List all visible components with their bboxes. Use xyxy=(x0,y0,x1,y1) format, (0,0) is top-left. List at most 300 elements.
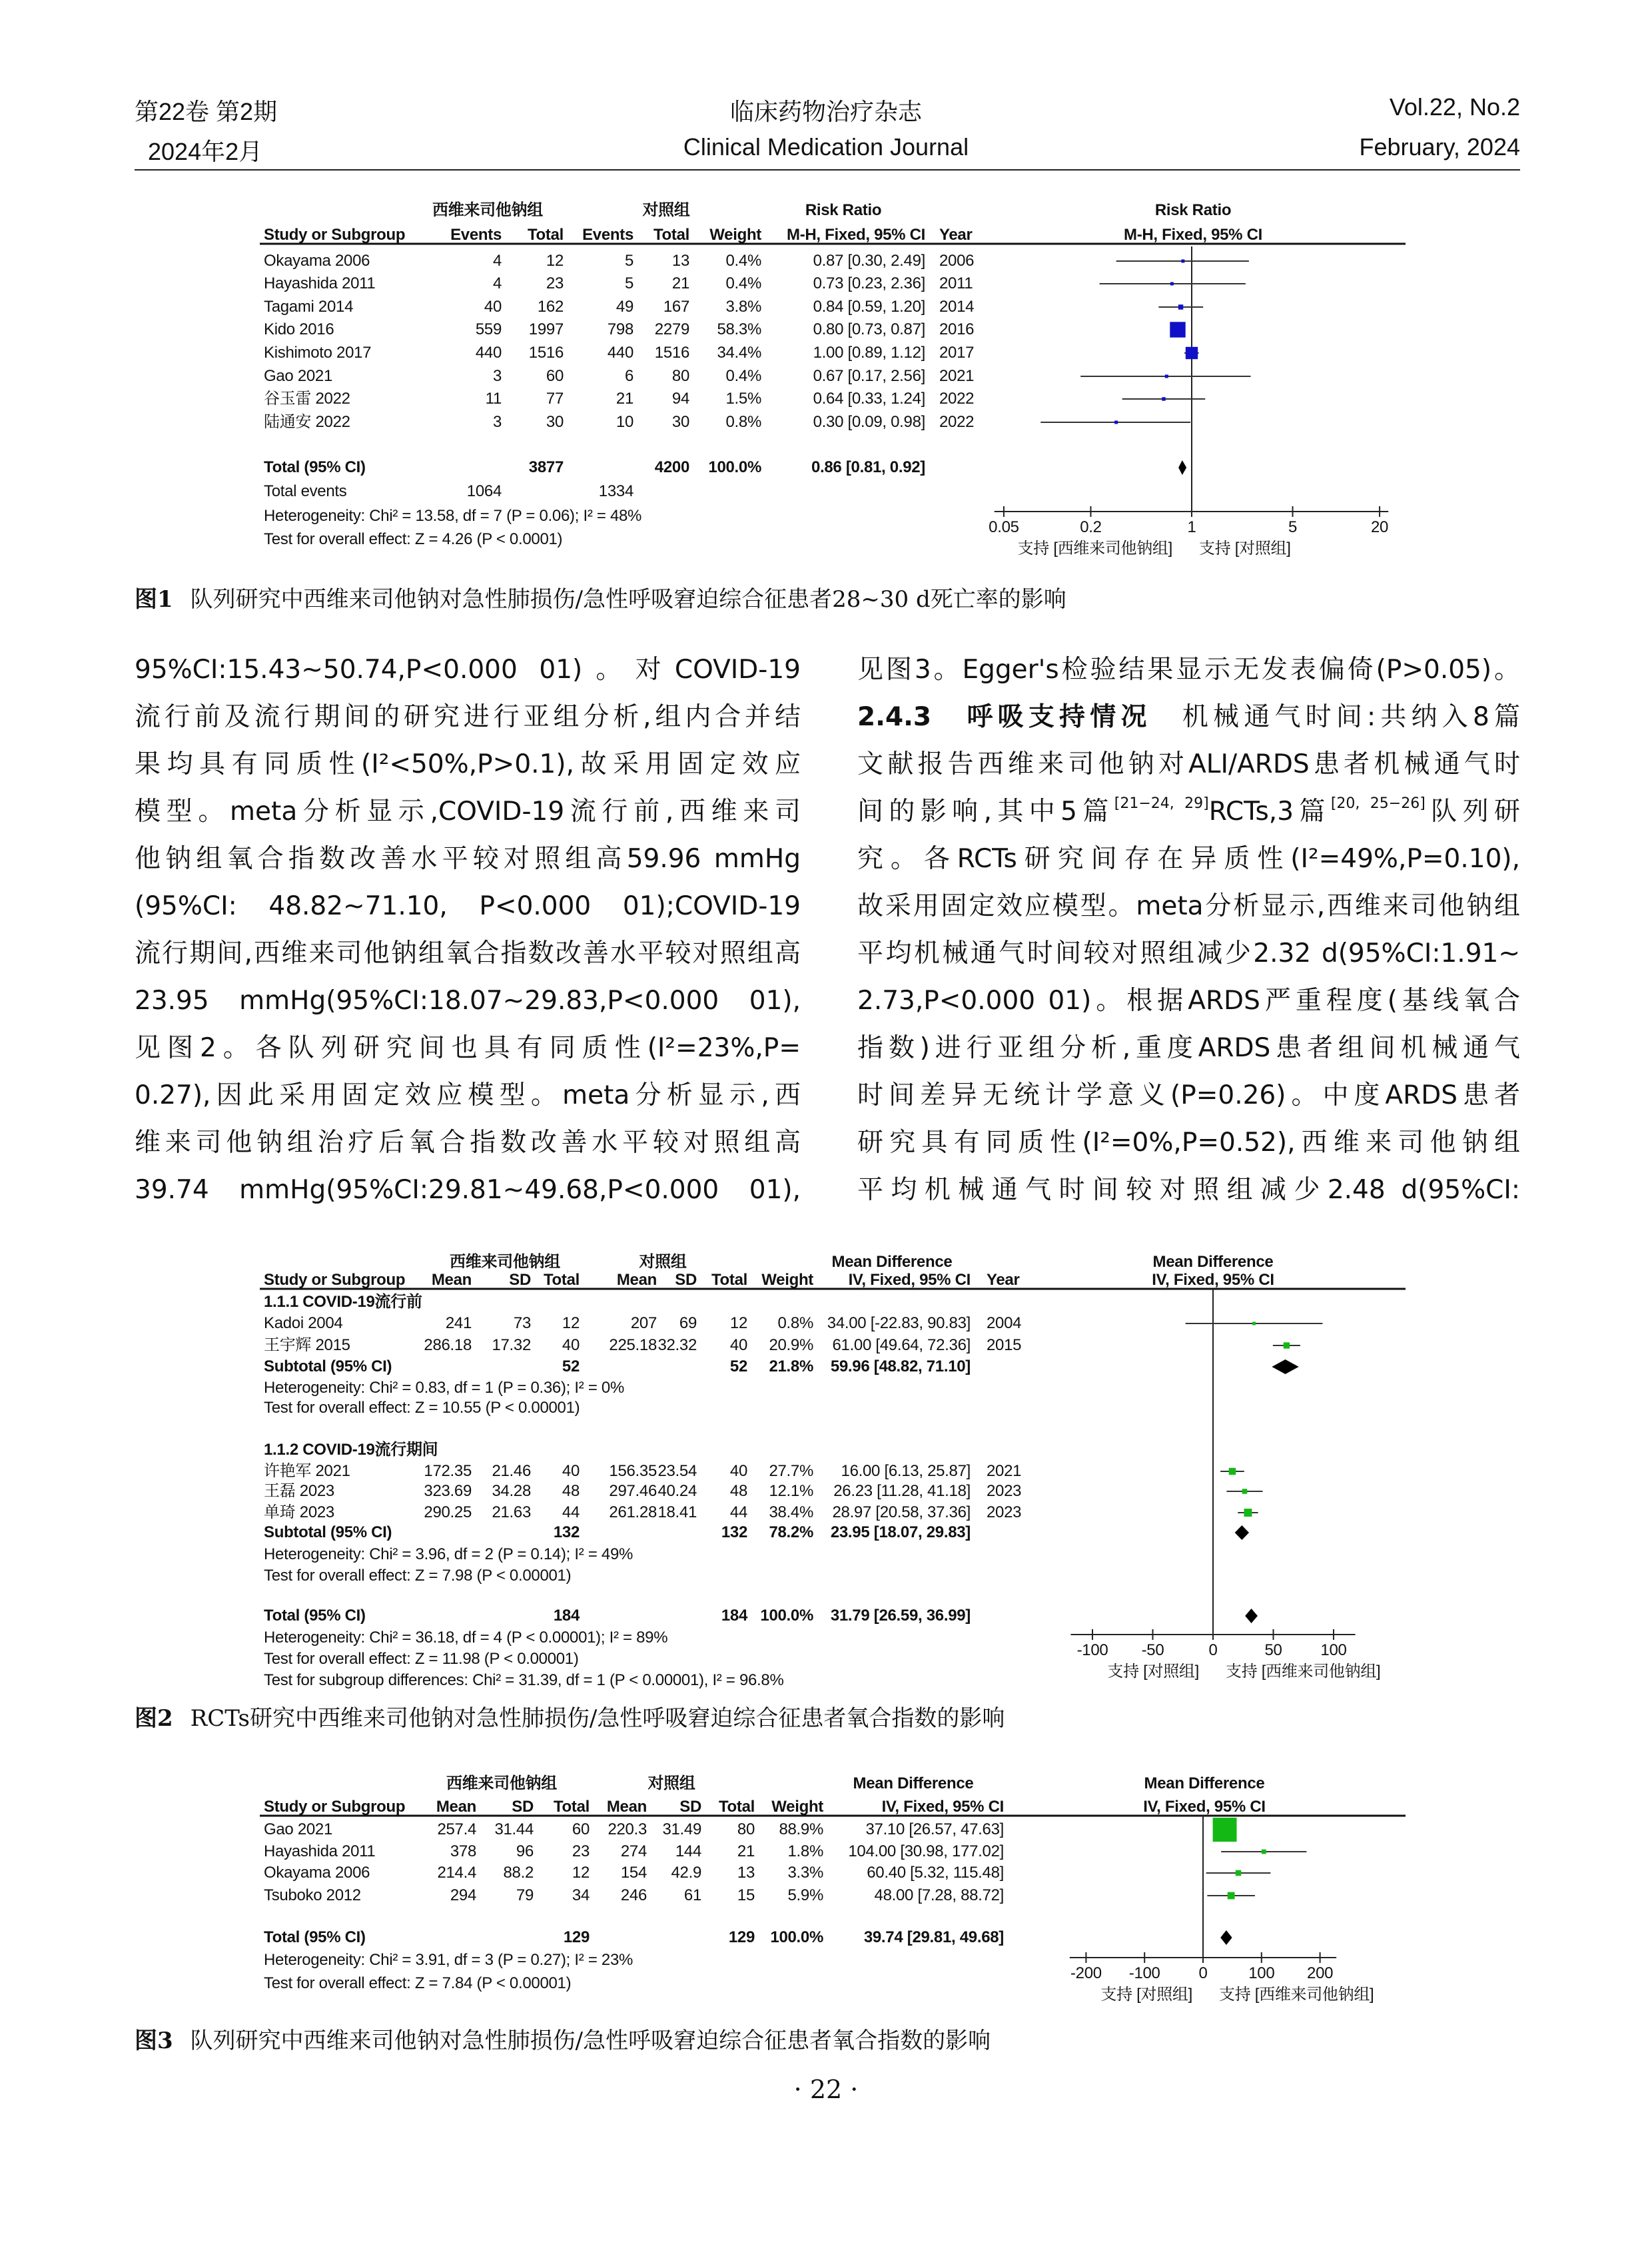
column-header: Total xyxy=(711,1271,747,1289)
statistics-note: Heterogeneity: Chi² = 13.58, df = 7 (P = 0.06); I² = 48% xyxy=(264,507,642,525)
journal-name-en: Clinical Medication Journal xyxy=(683,133,969,161)
table-cell: 11 xyxy=(485,390,502,408)
issue-date-en: February, 2024 xyxy=(1359,133,1520,161)
group-label: Mean Difference xyxy=(831,1253,953,1271)
paragraph-line: 时间差异无统计学意义(P=0.26)。中度ARDS患者 xyxy=(857,1080,1520,1110)
column-header: Total xyxy=(553,1798,590,1816)
table-cell: 167 xyxy=(663,298,689,316)
paragraph-line: 文献报告西维来司他钠对ALI/ARDS患者机械通气时 xyxy=(857,749,1520,779)
statistics-note: Test for subgroup differences: Chi² = 31.39, df = 1 (P < 0.00001), I² = 96.8% xyxy=(264,1671,784,1689)
table-cell: 2004 xyxy=(987,1314,1022,1332)
table-cell: 290.25 xyxy=(424,1503,472,1521)
issue-date-cn: 2024年2月 xyxy=(148,138,263,165)
column-header: Year xyxy=(987,1271,1020,1289)
citation-ref[interactable]: [21−24, 29] xyxy=(1114,795,1209,812)
table-cell: 132 xyxy=(721,1523,747,1541)
study-name: 谷玉雷 2022 xyxy=(264,390,350,408)
paragraph-line: 见图2。各队列研究间也具有同质性(I²=23%,P= xyxy=(135,1033,801,1063)
table-cell: 21.63 xyxy=(492,1503,531,1521)
table-cell: 104.00 [30.98, 177.02] xyxy=(848,1842,1004,1860)
study-name: Total (95% CI) xyxy=(264,1928,366,1946)
table-cell: 220.3 xyxy=(608,1820,647,1838)
table-cell: 38.4% xyxy=(769,1503,813,1521)
table-cell: 79 xyxy=(516,1886,534,1904)
table-cell: 15 xyxy=(737,1886,755,1904)
table-cell: 88.2 xyxy=(503,1864,534,1882)
table-cell: 34 xyxy=(572,1886,590,1904)
column-header: Weight xyxy=(761,1271,813,1289)
table-cell: 1516 xyxy=(654,344,689,362)
plot-subtitle: M-H, Fixed, 95% CI xyxy=(1124,226,1262,244)
table-cell: 12.1% xyxy=(769,1482,813,1500)
table-cell: 21.8% xyxy=(769,1357,813,1375)
table-cell: 40 xyxy=(562,1462,580,1480)
table-cell: 0.67 [0.17, 2.56] xyxy=(813,367,925,385)
group-label: 对照组 xyxy=(639,1253,687,1271)
table-cell: 17.32 xyxy=(492,1336,531,1354)
column-header: Study or Subgroup xyxy=(264,1798,406,1816)
paragraph-line: 果均具有同质性(I²<50%,P>0.1),故采用固定效应 xyxy=(135,749,801,779)
table-cell: 4 xyxy=(492,274,502,292)
study-name: Subtotal (95% CI) xyxy=(264,1523,392,1541)
journal-name-cn: 临床药物治疗杂志 xyxy=(729,98,923,125)
x-axis-tick-label: -50 xyxy=(1141,1641,1164,1659)
table-cell: 18.41 xyxy=(657,1503,697,1521)
paragraph-line: 0.27),因此采用固定效应模型。meta分析显示,西 xyxy=(135,1080,801,1110)
table-cell: 73 xyxy=(513,1314,531,1332)
section-heading: 2.4.3 呼吸支持情况 xyxy=(857,702,1152,732)
table-cell: 214.4 xyxy=(437,1864,476,1882)
x-axis-tick-label: 200 xyxy=(1307,1964,1334,1982)
table-cell: 129 xyxy=(563,1928,590,1946)
table-cell: 129 xyxy=(728,1928,755,1946)
table-cell: 31.44 xyxy=(494,1820,534,1838)
column-header: Total xyxy=(543,1271,580,1289)
table-cell: 21.46 xyxy=(492,1462,531,1480)
axis-direction-label: 支持 [西维来司他钠组] xyxy=(1226,1663,1381,1681)
table-cell: 0.73 [0.23, 2.36] xyxy=(813,274,925,292)
journal-volume: 第22卷 第2期 xyxy=(135,98,278,125)
x-axis-tick-label: 0 xyxy=(1208,1641,1218,1659)
table-cell: 34.28 xyxy=(492,1482,531,1500)
axis-direction-label: 支持 [西维来司他钠组] xyxy=(1017,540,1172,558)
table-cell: 1516 xyxy=(528,344,564,362)
table-cell: 294 xyxy=(450,1886,476,1904)
table-cell: 0.4% xyxy=(725,274,761,292)
plot-title: Mean Difference xyxy=(1152,1253,1274,1271)
table-cell: 207 xyxy=(630,1314,657,1332)
table-cell: 246 xyxy=(620,1886,647,1904)
paragraph-line: (95%CI: 48.82~71.10, P<0.000 01);COVID-19 xyxy=(135,891,801,921)
table-cell: 31.49 xyxy=(662,1820,701,1838)
group-label: Mean Difference xyxy=(853,1774,974,1792)
table-cell: 3 xyxy=(492,413,502,431)
plot-title: Mean Difference xyxy=(1144,1774,1265,1792)
column-header: Mean xyxy=(436,1798,476,1816)
caption-text: RCTs研究中西维来司他钠对急性肺损伤/急性呼吸窘迫综合征患者氧合指数的影响 xyxy=(190,1705,1005,1732)
table-cell: 261.28 xyxy=(609,1503,657,1521)
table-cell: 100.0% xyxy=(770,1928,823,1946)
group-label: 对照组 xyxy=(642,201,690,219)
table-cell: 48 xyxy=(562,1482,580,1500)
study-name: Total (95% CI) xyxy=(264,458,366,476)
study-name: 王宇辉 2015 xyxy=(264,1336,350,1354)
study-name: 单琦 2023 xyxy=(264,1503,334,1521)
table-cell: 4200 xyxy=(654,458,689,476)
table-cell: 0.86 [0.81, 0.92] xyxy=(811,458,925,476)
paragraph-line: 模型。meta分析显示,COVID-19流行前,西维来司 xyxy=(135,797,801,827)
table-cell: 31.79 [26.59, 36.99] xyxy=(830,1607,971,1625)
table-cell: 2022 xyxy=(939,390,975,408)
x-axis-tick-label: -200 xyxy=(1070,1964,1102,1982)
column-header: M-H, Fixed, 95% CI xyxy=(787,226,925,244)
table-cell: 0.30 [0.09, 0.98] xyxy=(813,413,925,431)
table-cell: 100.0% xyxy=(708,458,761,476)
column-header: Weight xyxy=(709,226,761,244)
table-cell: 78.2% xyxy=(769,1523,813,1541)
table-cell: 23.54 xyxy=(657,1462,697,1480)
table-cell: 184 xyxy=(721,1607,747,1625)
subgroup-heading: 1.1.1 COVID-19流行前 xyxy=(264,1293,422,1311)
x-axis-tick-label: 50 xyxy=(1264,1641,1282,1659)
table-cell: 12 xyxy=(729,1314,747,1332)
paragraph-line: 究。各RCTs研究间存在异质性(I²=49%,P=0.10), xyxy=(857,844,1520,874)
table-cell: 1.8% xyxy=(787,1842,823,1860)
table-cell: 28.97 [20.58, 37.36] xyxy=(832,1503,971,1521)
table-cell: 274 xyxy=(620,1842,647,1860)
volume-en: Vol.22, No.2 xyxy=(1389,93,1520,121)
table-cell: 59.96 [48.82, 71.10] xyxy=(830,1357,971,1375)
study-effect-square xyxy=(1262,1850,1266,1854)
table-cell: 378 xyxy=(450,1842,476,1860)
table-cell: 2023 xyxy=(987,1482,1022,1500)
table-cell: 0.4% xyxy=(725,252,761,270)
paragraph-text: 队列研 xyxy=(1425,797,1520,827)
column-header: IV, Fixed, 95% CI xyxy=(881,1798,1004,1816)
paragraph-text: 机械通气时间:共纳入8篇 xyxy=(1151,702,1520,732)
table-cell: 60 xyxy=(546,367,564,385)
table-cell: 26.23 [11.28, 41.18] xyxy=(833,1482,971,1500)
group-label: 对照组 xyxy=(647,1774,695,1792)
x-axis-tick-label: -100 xyxy=(1076,1641,1108,1659)
table-cell: 257.4 xyxy=(437,1820,476,1838)
column-header: Events xyxy=(582,226,633,244)
table-cell: 0.8% xyxy=(777,1314,813,1332)
table-cell: 40.24 xyxy=(657,1482,697,1500)
paragraph-line: 研究具有同质性(I²=0%,P=0.52),西维来司他钠组 xyxy=(857,1128,1520,1158)
table-cell: 0.64 [0.33, 1.24] xyxy=(813,390,925,408)
pooled-effect-diamond xyxy=(1220,1930,1232,1945)
column-header: Total xyxy=(718,1798,755,1816)
column-header: Mean xyxy=(431,1271,472,1289)
table-cell: 440 xyxy=(475,344,502,362)
table-cell: 61 xyxy=(683,1886,701,1904)
table-cell: 96 xyxy=(516,1842,534,1860)
table-cell: 21 xyxy=(737,1842,755,1860)
citation-ref[interactable]: [20, 25−26] xyxy=(1330,795,1426,812)
table-cell: 2021 xyxy=(987,1462,1022,1480)
table-cell: 2279 xyxy=(654,320,689,338)
paragraph-line: 流行期间,西维来司他钠组氧合指数改善水平较对照组高 xyxy=(135,938,801,968)
table-cell: 39.74 [29.81, 49.68] xyxy=(863,1928,1004,1946)
table-cell: 77 xyxy=(546,390,564,408)
paragraph-line: 见图3。Egger's检验结果显示无发表偏倚(P>0.05)。 xyxy=(857,655,1520,685)
table-cell: 2014 xyxy=(939,298,975,316)
plot-subtitle: IV, Fixed, 95% CI xyxy=(1143,1798,1266,1816)
table-cell: 44 xyxy=(729,1503,747,1521)
table-cell: 16.00 [6.13, 25.87] xyxy=(841,1462,971,1480)
table-cell: 94 xyxy=(671,390,689,408)
axis-direction-label: 支持 [对照组] xyxy=(1107,1663,1199,1681)
table-cell: 1.5% xyxy=(725,390,761,408)
caption-text: 队列研究中西维来司他钠对急性肺损伤/急性呼吸窘迫综合征患者氧合指数的影响 xyxy=(190,2028,991,2054)
paragraph-line: 故采用固定效应模型。meta分析显示,西维来司他钠组 xyxy=(857,891,1520,921)
statistics-note: Heterogeneity: Chi² = 3.96, df = 2 (P = 0.14); I² = 49% xyxy=(264,1545,633,1563)
paragraph-line: 他钠组氧合指数改善水平较对照组高59.96 mmHg xyxy=(135,844,801,874)
table-cell: 2016 xyxy=(939,320,975,338)
study-name: Kadoi 2004 xyxy=(264,1314,343,1332)
study-name: Total (95% CI) xyxy=(264,1607,366,1625)
table-cell: 1334 xyxy=(598,482,633,500)
table-cell: 2015 xyxy=(987,1336,1022,1354)
table-cell: 2017 xyxy=(939,344,975,362)
table-cell: 40 xyxy=(562,1336,580,1354)
study-name: Gao 2021 xyxy=(264,367,333,385)
table-cell: 162 xyxy=(537,298,564,316)
column-header: SD xyxy=(679,1798,701,1816)
paragraph-line: 2.73,P<0.000 01)。根据ARDS严重程度(基线氧合 xyxy=(857,986,1520,1016)
column-header: Study or Subgroup xyxy=(264,226,406,244)
table-cell: 3.3% xyxy=(787,1864,823,1882)
group-label: Risk Ratio xyxy=(805,201,882,219)
table-cell: 2021 xyxy=(939,367,975,385)
table-cell: 12 xyxy=(572,1864,590,1882)
table-cell: 323.69 xyxy=(424,1482,472,1500)
x-axis-tick-label: 0.05 xyxy=(989,518,1019,536)
table-cell: 52 xyxy=(562,1357,580,1375)
table-cell: 40 xyxy=(729,1336,747,1354)
statistics-note: Test for overall effect: Z = 10.55 (P < 0.00001) xyxy=(264,1399,580,1417)
caption-label: 图3 xyxy=(135,2028,173,2054)
study-effect-square xyxy=(1228,1892,1235,1900)
column-header: Study or Subgroup xyxy=(264,1271,406,1289)
caption-label: 图2 xyxy=(135,1705,173,1732)
study-name: Okayama 2006 xyxy=(264,1864,370,1882)
statistics-note: Test for overall effect: Z = 4.26 (P < 0.0001) xyxy=(264,530,563,548)
paragraph-line: 95%CI:15.43~50.74,P<0.000 01)。对COVID-19 xyxy=(135,655,801,685)
table-cell: 44 xyxy=(562,1503,580,1521)
study-name: Total events xyxy=(264,482,347,500)
table-cell: 2011 xyxy=(939,274,973,292)
table-cell: 144 xyxy=(675,1842,701,1860)
table-cell: 60.40 [5.32, 115.48] xyxy=(867,1864,1004,1882)
x-axis-tick-label: -100 xyxy=(1128,1964,1160,1982)
study-effect-square xyxy=(1236,1870,1242,1876)
group-label: 西维来司他钠组 xyxy=(450,1253,560,1271)
subgroup-heading: 1.1.2 COVID-19流行期间 xyxy=(264,1441,438,1459)
table-cell: 34.4% xyxy=(717,344,761,362)
axis-direction-label: 支持 [对照组] xyxy=(1100,1986,1192,2004)
table-cell: 3877 xyxy=(528,458,564,476)
paragraph-line: 指数)进行亚组分析,重度ARDS患者组间机械通气 xyxy=(857,1033,1520,1063)
study-name: Subtotal (95% CI) xyxy=(264,1357,392,1375)
table-cell: 48.00 [7.28, 88.72] xyxy=(874,1886,1004,1904)
table-cell: 48 xyxy=(729,1482,747,1500)
table-cell: 23 xyxy=(572,1842,590,1860)
column-header: Mean xyxy=(616,1271,657,1289)
caption-label: 图1 xyxy=(135,586,173,613)
table-cell: 42.9 xyxy=(671,1864,701,1882)
table-cell: 23 xyxy=(546,274,564,292)
table-cell: 154 xyxy=(620,1864,647,1882)
table-cell: 27.7% xyxy=(769,1462,813,1480)
table-cell: 0.4% xyxy=(725,367,761,385)
table-cell: 132 xyxy=(553,1523,580,1541)
table-cell: 80 xyxy=(671,367,689,385)
paragraph-line: 平均机械通气时间较对照组减少2.32 d(95%CI:1.91~ xyxy=(857,938,1520,968)
page-number: · 22 · xyxy=(793,2075,859,2104)
study-name: Okayama 2006 xyxy=(264,252,370,270)
table-cell: 1.00 [0.89, 1.12] xyxy=(813,344,925,362)
x-axis-tick-label: 1 xyxy=(1187,518,1196,536)
column-header: IV, Fixed, 95% CI xyxy=(848,1271,971,1289)
column-header: Mean xyxy=(606,1798,647,1816)
table-cell: 88.9% xyxy=(779,1820,823,1838)
column-header: Total xyxy=(527,226,564,244)
table-cell: 2006 xyxy=(939,252,975,270)
table-cell: 0.87 [0.30, 2.49] xyxy=(813,252,925,270)
column-header: Total xyxy=(653,226,689,244)
x-axis-tick-label: 5 xyxy=(1288,518,1298,536)
statistics-note: Heterogeneity: Chi² = 0.83, df = 1 (P = 0.36); I² = 0% xyxy=(264,1379,625,1397)
table-cell: 559 xyxy=(475,320,502,338)
table-cell: 1997 xyxy=(528,320,564,338)
study-name: Kido 2016 xyxy=(264,320,334,338)
table-cell: 34.00 [-22.83, 90.83] xyxy=(827,1314,971,1332)
plot-title: Risk Ratio xyxy=(1154,201,1232,219)
axis-direction-label: 支持 [西维来司他钠组] xyxy=(1219,1986,1374,2004)
table-cell: 184 xyxy=(553,1607,580,1625)
table-cell: 32.32 xyxy=(657,1336,697,1354)
table-cell: 3 xyxy=(492,367,502,385)
table-cell: 61.00 [49.64, 72.36] xyxy=(832,1336,971,1354)
paragraph-line: 维来司他钠组治疗后氧合指数改善水平较对照组高 xyxy=(135,1128,801,1158)
statistics-note: Test for overall effect: Z = 7.98 (P < 0.00001) xyxy=(264,1567,572,1585)
x-axis-tick-label: 0.2 xyxy=(1080,518,1102,536)
table-cell: 52 xyxy=(729,1357,747,1375)
study-name: 许艳军 2021 xyxy=(264,1462,350,1480)
column-header: SD xyxy=(675,1271,697,1289)
table-cell: 6 xyxy=(624,367,633,385)
paragraph-line: 流行前及流行期间的研究进行亚组分析,组内合并结 xyxy=(135,702,801,732)
table-cell: 0.84 [0.59, 1.20] xyxy=(813,298,925,316)
study-effect-square xyxy=(1213,1818,1237,1842)
paragraph-line: 23.95 mmHg(95%CI:18.07~29.83,P<0.000 01), xyxy=(135,986,801,1016)
table-cell: 60 xyxy=(572,1820,590,1838)
table-cell: 5.9% xyxy=(787,1886,823,1904)
paragraph-text: 间的影响,其中5篇 xyxy=(857,797,1114,827)
study-name: 王磊 2023 xyxy=(264,1482,334,1500)
study-name: Tsuboko 2012 xyxy=(264,1886,361,1904)
study-name: 陆通安 2022 xyxy=(264,413,350,431)
table-cell: 5 xyxy=(624,252,633,270)
statistics-note: Test for overall effect: Z = 11.98 (P < 0.00001) xyxy=(264,1650,579,1668)
table-cell: 20.9% xyxy=(769,1336,813,1354)
column-header: SD xyxy=(512,1798,534,1816)
table-cell: 58.3% xyxy=(717,320,761,338)
column-header: Weight xyxy=(771,1798,823,1816)
group-label: 西维来司他钠组 xyxy=(432,201,543,219)
table-cell: 2023 xyxy=(987,1503,1022,1521)
table-cell: 10 xyxy=(616,413,633,431)
figure-3-caption xyxy=(135,2022,991,2055)
x-axis-tick-label: 20 xyxy=(1371,518,1389,536)
column-header: Events xyxy=(450,226,502,244)
table-cell: 23.95 [18.07, 29.83] xyxy=(830,1523,971,1541)
study-name: Kishimoto 2017 xyxy=(264,344,372,362)
x-axis-tick-label: 0 xyxy=(1198,1964,1208,1982)
table-cell: 4 xyxy=(492,252,502,270)
column-header: Year xyxy=(939,226,973,244)
table-cell: 1064 xyxy=(466,482,502,500)
paragraph-line: 39.74 mmHg(95%CI:29.81~49.68,P<0.000 01), xyxy=(135,1175,801,1205)
table-cell: 172.35 xyxy=(424,1462,472,1480)
statistics-note: Test for overall effect: Z = 7.84 (P < 0.00001) xyxy=(264,1974,572,1992)
x-axis-tick-label: 100 xyxy=(1248,1964,1275,1982)
table-cell: 156.35 xyxy=(609,1462,657,1480)
plot-subtitle: IV, Fixed, 95% CI xyxy=(1152,1271,1274,1289)
table-cell: 37.10 [26.57, 47.63] xyxy=(865,1820,1004,1838)
table-cell: 0.8% xyxy=(725,413,761,431)
table-cell: 2022 xyxy=(939,413,975,431)
table-cell: 69 xyxy=(679,1314,697,1332)
table-cell: 225.18 xyxy=(609,1336,657,1354)
column-header: SD xyxy=(509,1271,531,1289)
table-cell: 12 xyxy=(562,1314,580,1332)
paragraph-line: 平均机械通气时间较对照组减少2.48 d(95%CI: xyxy=(857,1175,1520,1205)
table-cell: 100.0% xyxy=(760,1607,813,1625)
table-cell: 40 xyxy=(484,298,502,316)
study-name: Gao 2021 xyxy=(264,1820,333,1838)
statistics-note: Heterogeneity: Chi² = 36.18, df = 4 (P < 0.00001); I² = 89% xyxy=(264,1629,668,1647)
statistics-note: Heterogeneity: Chi² = 3.91, df = 3 (P = 0.27); I² = 23% xyxy=(264,1951,633,1969)
table-cell: 80 xyxy=(737,1820,755,1838)
axis-direction-label: 支持 [对照组] xyxy=(1199,540,1291,558)
table-cell: 241 xyxy=(445,1314,472,1332)
x-axis-tick-label: 100 xyxy=(1320,1641,1347,1659)
table-cell: 0.80 [0.73, 0.87] xyxy=(813,320,925,338)
table-cell: 13 xyxy=(737,1864,755,1882)
table-cell: 21 xyxy=(671,274,689,292)
study-name: Tagami 2014 xyxy=(264,298,354,316)
study-name: Hayashida 2011 xyxy=(264,1842,376,1860)
group-label: 西维来司他钠组 xyxy=(446,1774,557,1792)
table-cell: 286.18 xyxy=(424,1336,472,1354)
table-cell: 440 xyxy=(607,344,633,362)
table-cell: 21 xyxy=(616,390,633,408)
paragraph-text: RCTs,3篇 xyxy=(1208,797,1331,827)
table-cell: 3.8% xyxy=(725,298,761,316)
table-cell: 49 xyxy=(616,298,633,316)
table-cell: 798 xyxy=(607,320,633,338)
study-name: Hayashida 2011 xyxy=(264,274,376,292)
table-cell: 5 xyxy=(624,274,633,292)
table-cell: 30 xyxy=(546,413,564,431)
table-cell: 40 xyxy=(729,1462,747,1480)
caption-text: 队列研究中西维来司他钠对急性肺损伤/急性呼吸窘迫综合征患者28~30 d死亡率的影响 xyxy=(190,586,1066,613)
table-cell: 297.46 xyxy=(609,1482,657,1500)
table-cell: 30 xyxy=(671,413,689,431)
